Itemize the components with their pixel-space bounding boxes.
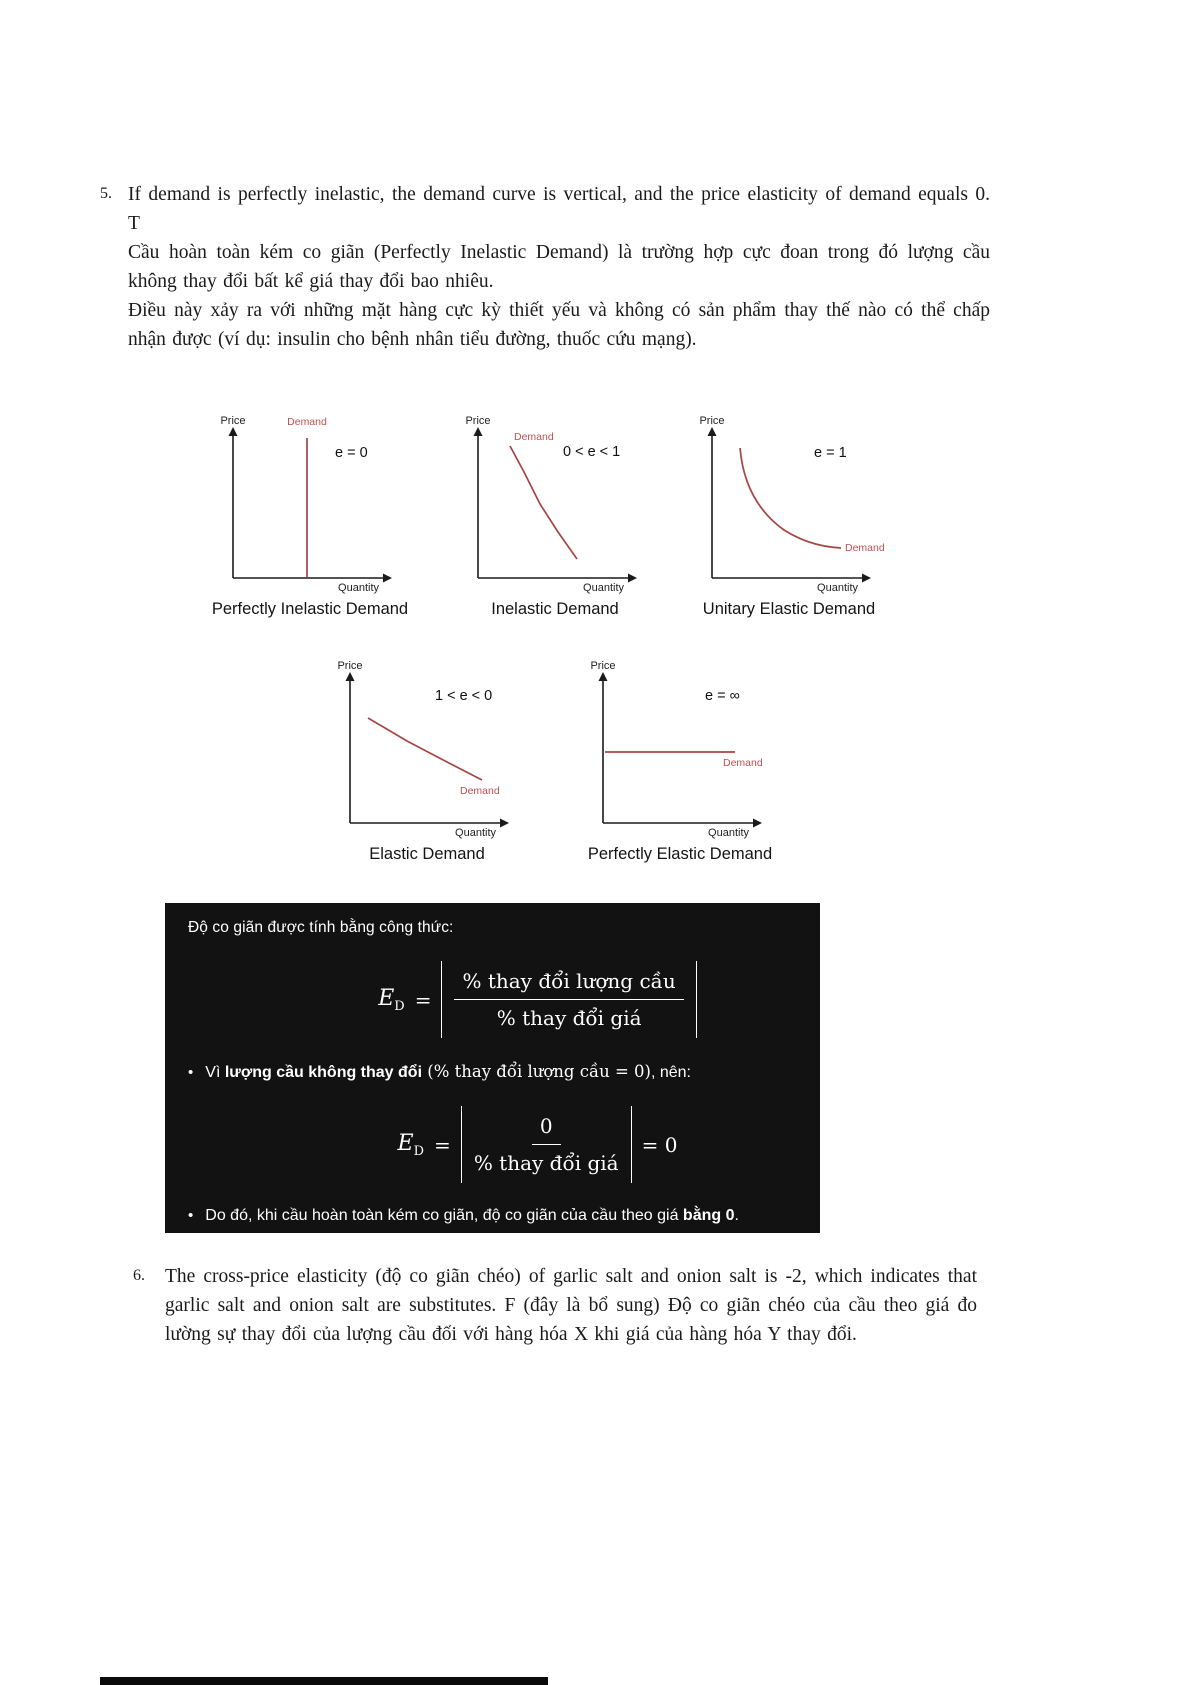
denominator: % thay đổi giá <box>473 1151 619 1175</box>
explanation-vn-2: Điều này xảy ra với những mặt hàng cực kỳ thiết yếu và không có sản phẩm thay thế nào có thể chấp nhận được (ví dụ: insulin cho bệnh nhân tiểu đường, thuốc cứu mạng). <box>128 300 990 350</box>
x-axis-arrow <box>500 819 509 828</box>
x-axis-arrow <box>628 574 637 583</box>
quantity-axis-label: Quantity <box>817 582 858 594</box>
formula-elasticity-definition <box>278 961 797 1038</box>
price-axis-label: Price <box>590 660 616 672</box>
price-axis-label: Price <box>699 415 725 427</box>
explanation-vn: Độ co giãn chéo của cầu theo giá đo lường sự thay đổi của lượng cầu đối với hàng hóa X khi giá của hàng hóa Y thay đổi. <box>165 1295 978 1345</box>
formula-result: = 0 <box>641 1132 678 1157</box>
demand-chart-canvas <box>322 655 532 840</box>
demand-curve <box>510 446 577 559</box>
demand-curve <box>368 718 482 780</box>
quantity-axis-label: Quantity <box>708 827 749 839</box>
elasticity-label: 0 < e < 1 <box>563 444 621 460</box>
x-axis-arrow <box>383 574 392 583</box>
demand-label: Demand <box>723 757 763 769</box>
chart-caption: Inelastic Demand <box>491 600 619 618</box>
equals-sign: = <box>434 1132 451 1157</box>
price-axis-label: Price <box>465 415 491 427</box>
x-axis-arrow <box>862 574 871 583</box>
chart-caption: Unitary Elastic Demand <box>702 600 876 618</box>
numerator: % thay đổi lượng cầu <box>454 969 683 1000</box>
chart-unitary-elastic-demand <box>684 410 894 619</box>
absolute-value-bars <box>461 1106 632 1183</box>
demand-chart-canvas <box>205 410 415 595</box>
question-6-text <box>165 1262 977 1349</box>
answer-note: (đây là bổ sung) <box>523 1295 660 1316</box>
demand-chart-canvas <box>575 655 785 840</box>
elasticity-label: 1 < e < 0 <box>435 688 493 704</box>
price-axis-label: Price <box>337 660 363 672</box>
statement-and-explanation <box>165 1262 977 1349</box>
demand-label: Demand <box>287 416 327 428</box>
item-number: 6. <box>133 1267 145 1284</box>
formula-elasticity-result <box>278 1106 797 1183</box>
formula-variable: $E_D$ <box>378 985 405 1014</box>
elasticity-label: e = ∞ <box>705 688 740 704</box>
statement-en <box>128 180 990 238</box>
chart-caption: Elastic Demand <box>369 845 485 863</box>
denominator: % thay đổi giá <box>496 1006 642 1030</box>
bullet-1 <box>188 1062 797 1082</box>
statement-en-text: The cross-price elasticity (độ co giãn chéo) of garlic salt and onion salt is -2, which indicates that garlic salt and onion salt are substitutes. <box>165 1266 977 1316</box>
chart-inelastic-demand <box>450 410 660 619</box>
fraction <box>454 969 683 1030</box>
chart-perfectly-elastic-demand <box>575 655 785 864</box>
price-axis-label: Price <box>220 415 246 427</box>
bold-phrase: lượng cầu không thay đổi <box>224 1064 423 1081</box>
elasticity-formula-panel <box>165 903 820 1233</box>
answer-mark: T <box>128 213 140 234</box>
bold-phrase: bằng 0 <box>682 1207 735 1224</box>
statement-en-text: If demand is perfectly inelastic, the demand curve is vertical, and the price elasticity of demand equals 0. <box>128 184 990 205</box>
demand-label: Demand <box>514 431 554 443</box>
page-bottom-cutoff-bar <box>100 1677 548 1685</box>
demand-label: Demand <box>845 542 885 554</box>
quantity-axis-label: Quantity <box>338 582 379 594</box>
chart-elastic-demand <box>322 655 532 864</box>
demand-chart-canvas <box>684 410 894 595</box>
numerator: 0 <box>532 1114 561 1145</box>
bullet-dot: • <box>188 1064 194 1081</box>
question-5-text <box>128 180 990 354</box>
x-axis-arrow <box>753 819 762 828</box>
answer-mark: F <box>504 1295 516 1316</box>
bullet-dot: • <box>188 1207 194 1224</box>
question-5 <box>100 180 1000 354</box>
question-6 <box>133 1262 988 1349</box>
elasticity-label: e = 1 <box>814 445 847 461</box>
demand-chart-canvas <box>450 410 660 595</box>
bullet-2 <box>188 1207 797 1225</box>
quantity-axis-label: Quantity <box>455 827 496 839</box>
explanation-vn-1: Cầu hoàn toàn kém co giãn (Perfectly Inelastic Demand) là trường hợp cực đoan trong đó lượng cầu không thay đổi bất kể giá thay đổi bao nhiêu. <box>128 242 990 292</box>
elasticity-label: e = 0 <box>335 445 368 461</box>
item-number: 5. <box>100 185 112 202</box>
demand-curve <box>740 448 841 548</box>
fraction <box>474 1114 619 1175</box>
demand-label: Demand <box>460 785 500 797</box>
quantity-axis-label: Quantity <box>583 582 624 594</box>
formula-variable: $E_D$ <box>397 1130 425 1159</box>
equals-sign: = <box>414 987 432 1012</box>
chart-caption: Perfectly Inelastic Demand <box>211 600 409 618</box>
bullet-2-text: Do đó, khi cầu hoàn toàn kém co giãn, độ co giãn của cầu theo giá bằng 0. <box>205 1207 739 1224</box>
chart-caption: Perfectly Elastic Demand <box>587 845 773 863</box>
bullet-1-text: Vì lượng cầu không thay đổi (% thay đổi lượng cầu = 0), nên: <box>205 1062 691 1081</box>
chart-perfectly-inelastic-demand <box>205 410 415 619</box>
inline-math: (% thay đổi lượng cầu = 0) <box>422 1062 651 1081</box>
panel-intro: Độ co giãn được tính bằng công thức: <box>188 919 454 936</box>
absolute-value-bars <box>441 961 696 1038</box>
